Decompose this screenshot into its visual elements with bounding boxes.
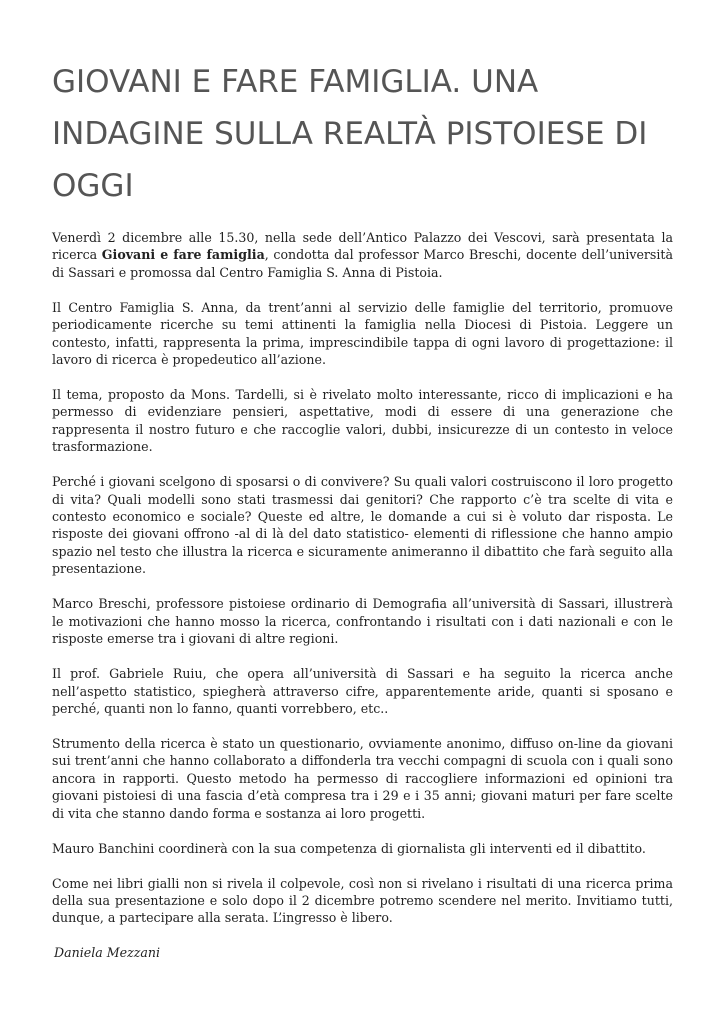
paragraph-ruiu: Il prof. Gabriele Ruiu, che opera all’università di Sassari e ha seguito la ricerca anche nell’aspetto statistico, spiegherà attraverso cifre, apparentemente aride, quanti si sposano e perché, quanti non lo fanno, quanti vorrebbero, etc.. — [52, 666, 673, 716]
paragraph-centro-famiglia: Il Centro Famiglia S. Anna, da trent’anni al servizio delle famiglie del territorio, promuove periodicamente ricerche su temi attinenti la famiglia nella Diocesi di Pistoia. Leggere un contesto, infatti, rappresenta la prima, imprescindibile tappa di ogni lavoro di progettazione: il lavoro di ricerca è propedeutico all’azione. — [52, 299, 673, 368]
paragraph-domande: Perché i giovani scelgono di sposarsi o di convivere? Su quali valori costruiscono il loro progetto di vita? Quali modelli sono stati trasmessi dai genitori? Che rapporto c’è tra scelte di vita e contesto economico e sociale? Queste ed altre, le domande a cui si è voluto dar risposta. Le risposte dei giovani offrono -al di là del dato statistico- elementi di riflessione che hanno ampio spazio nel testo che illustra la ricerca e sicuramente animeranno il dibattito che farà seguito alla presentazione. — [52, 474, 673, 577]
intro-text-before: Venerdì 2 dicembre alle 15.30, nella sede dell’Antico Palazzo dei Vescovi, sarà presentata la ricerca — [52, 230, 673, 263]
paragraph-strumento: Strumento della ricerca è stato un questionario, ovviamente anonimo, diffuso on-line da giovani sui trent’anni che hanno collaborato a diffonderla tra vecchi compagni di scuola con i quali sono ancora in rapporti. Questo metodo ha permesso di raccogliere informazioni ed opinioni tra giovani pistoiesi di una fascia d’età compresa tra i 29 e i 35 anni; giovani maturi per fare scelte di vita che stanno dando forma e sostanza ai loro progetti. — [52, 735, 673, 821]
author-signature: Daniela Mezzani — [54, 945, 161, 961]
paragraph-tema: Il tema, proposto da Mons. Tardelli, si è rivelato molto interessante, ricco di implicazioni e ha permesso di evidenziare pensieri, aspettative, modi di essere di una generazione che rappresenta il nostro futuro e che raccoglie valori, dubbi, insicurezze di un contesto in veloce trasformazione. — [52, 387, 673, 455]
intro-text-after: , condotta dal professor Marco Breschi, docente dell’università di Sassari e promossa dal Centro Famiglia S. Anna di Pistoia. — [52, 247, 673, 280]
article — [52, 56, 673, 962]
article-title: GIOVANI E FARE FAMIGLIA. UNA INDAGINE SULLA REALTÀ PISTOIESE DI OGGI — [52, 64, 648, 204]
paragraph-conclusione: Come nei libri gialli non si rivela il colpevole, così non si rivelano i risultati di una ricerca prima della sua presentazione e solo dopo il 2 dicembre potremo scendere nel merito. Invitiamo tutti, dunque, a partecipare alla serata. L’ingresso è libero. — [52, 875, 673, 926]
intro-paragraph — [52, 229, 673, 281]
research-title: Giovani e fare famiglia — [101, 247, 265, 263]
paragraph-banchini: Mauro Banchini coordinerà con la sua competenza di giornalista gli interventi ed il dibattito. — [52, 840, 646, 856]
paragraph-breschi: Marco Breschi, professore pistoiese ordinario di Demografia all’università di Sassari, illustrerà le motivazioni che hanno mosso la ricerca, confrontando i risultati con i dati nazionali e con le risposte emerse tra i giovani di altre regioni. — [52, 596, 673, 647]
